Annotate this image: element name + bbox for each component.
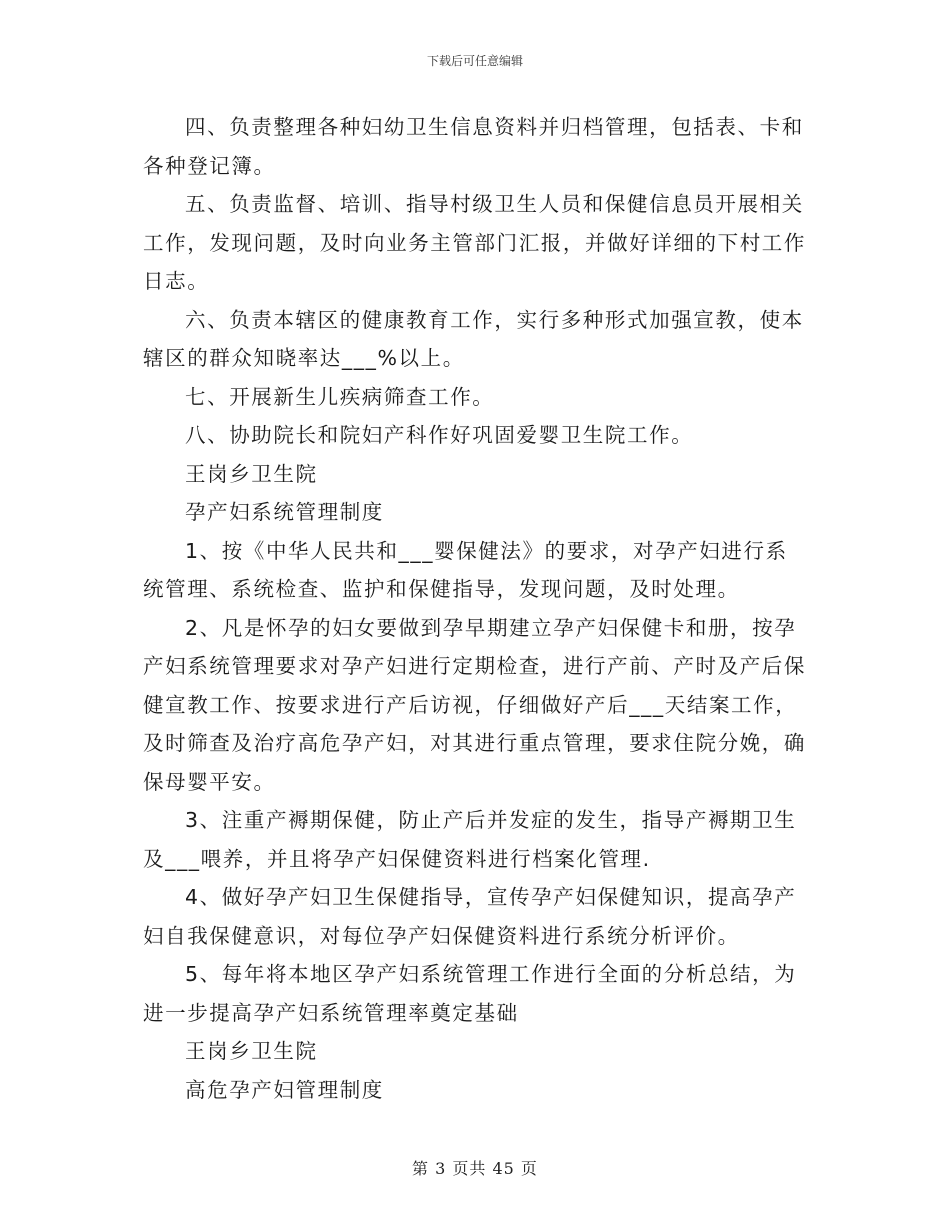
rule-item-3: 3、注重产褥期保健，防止产后并发症的发生，指导产褥期卫生及___喂养，并且将孕产妇保健资料进行档案化管理. [143, 808, 797, 871]
signature-hospital: 王岗乡卫生院 [185, 461, 318, 486]
paragraph-item-4: 四、负责整理各种妇幼卫生信息资料并归档管理，包括表、卡和各种登记簿。 [143, 115, 804, 178]
document-body [143, 108, 807, 1109]
paragraph-item-8: 八、协助院长和院妇产科作好巩固爱婴卫生院工作。 [185, 423, 694, 447]
rule-item-4: 4、做好孕产妇卫生保健指导，宣传孕产妇保健知识，提高孕产妇自我保健意识，对每位孕产妇保健资料进行系统分析评价。 [143, 885, 797, 948]
rule-item-2: 2、凡是怀孕的妇女要做到孕早期建立孕产妇保健卡和册，按孕产妇系统管理要求对孕产妇进行定期检查，进行产前、产时及产后保健宣教工作、按要求进行产后访视，仔细做好产后___天结案工作，及时筛查及治疗高危孕产妇，对其进行重点管理，要求住院分娩，确保母婴平安。 [143, 615, 806, 794]
page-header: 下载后可任意编辑 [426, 54, 523, 68]
paragraph-item-6: 六、负责本辖区的健康教育工作，实行多种形式加强宣教，使本辖区的群众知晓率达___%以上。 [143, 307, 804, 370]
paragraph-item-7: 七、开展新生儿疾病筛查工作。 [185, 384, 495, 409]
rule-item-1: 1、按《中华人民共和___婴保健法》的要求，对孕产妇进行系统管理、系统检查、监护和保健指导，发现问题，及时处理。 [143, 538, 788, 601]
signature-hospital-2: 王岗乡卫生院 [185, 1039, 318, 1063]
section-title-high-risk: 高危孕产妇管理制度 [185, 1077, 384, 1102]
page-footer: 第 3 页共 45 页 [412, 1159, 538, 1178]
section-title-maternal-system: 孕产妇系统管理制度 [185, 500, 384, 524]
paragraph-item-5: 五、负责监督、培训、指导村级卫生人员和保健信息员开展相关工作，发现问题，及时向业务主管部门汇报，并做好详细的下村工作日志。 [143, 192, 806, 293]
rule-item-5: 5、每年将本地区孕产妇系统管理工作进行全面的分析总结，为进一步提高孕产妇系统管理率奠定基础 [143, 962, 797, 1025]
